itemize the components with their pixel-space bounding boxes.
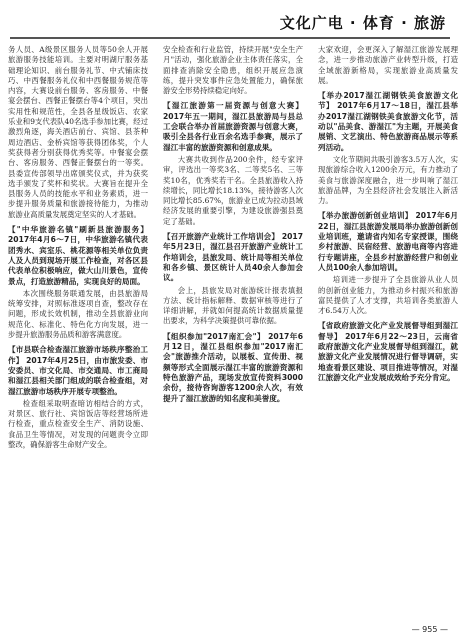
header-rule bbox=[10, 37, 450, 39]
article-heading: 【召开旅游产业统计工作培训会】 2017年5月23日，湿江县召开旅游产业统计工作培训会，县旅发局、统计局等相关单位和各乡镇、景区统计人员40余人参加会议。 bbox=[163, 232, 303, 283]
text-column-1 bbox=[8, 45, 148, 625]
article-heading: 【举办旅游创新创业培训】 2017年6月22日，湿江县旅游发展局举办旅游创新创业培训班，邀请省内知名专家授课，围绕乡村旅游、民宿经营、旅游电商等内容进行专题讲座，全县乡村旅游经营户和创业人员100余人参加培训。 bbox=[318, 211, 458, 272]
article-paragraph: 务人员、A级景区服务人员等50余人开展旅游服务技能培训。主要对明湖厅服务基础理论知识、前台服务礼节、中式铺床技巧、中西餐服务礼仪和中西餐服务规范等内容，大赛设前台服务、客房服务、中餐宴会摆台、西餐正餐摆台等4个项目，突出实用性和规范性，全县各星级饭店、农家乐业和9支代表队40名选手参加比赛，经过激烈角逐，海关酒店前台、宾馆、县茶种周边酒店、金桥宾馆等获得团体奖，个人奖获得者分别获得优秀奖等。中餐宴会摆台、客房服务、西餐正餐摆台的一等奖。县委宣传部领导出席颁奖仪式，并为获奖选手颁发了奖杯和奖状。大赛旨在提升全县服务人员的技能水平和业务素质，进一步提升服务质量和旅游接待能力，为推动旅游业高质量发展奠定坚实的人才基础。 bbox=[8, 45, 148, 219]
page-number: — 955 — bbox=[411, 625, 448, 634]
page-header bbox=[0, 0, 468, 40]
article-paragraph: 安全检查和行业监管，持续开展"安全生产月"活动，强化旅游企业主体责任落实，全面排查消除安全隐患，组织开展应急演练，提升突发事件应急处置能力，确保旅游安全形势持续稳定向好。 bbox=[163, 45, 303, 96]
text-column-3 bbox=[318, 45, 458, 625]
article-heading: 【省政府旅游文化产业发展督导组到湿江督导】 2017年6月22～23日，云南省政府旅游文化产业发展督导组到湿江，就旅游文化产业发展情况进行督导调研，实地查看景区建设、项目推进等情况，对湿江旅游文化产业发展成效给予充分肯定。 bbox=[318, 321, 458, 382]
article-heading: 【市县联合检查湿江旅游市场秩序整治工作】 2017年4月25日，由市旅发委、市安委员、市文化局、市交通局、市工商局和湿江县相关部门组成的联合检查组，对湿江旅游市场秩序开展专项整治。 bbox=[8, 345, 148, 396]
article-paragraph: 培训进一步提升了全县旅游从业人员的创新创业能力，为推动乡村振兴和旅游富民提供了人才支撑，共培训各类旅游人才6.54万人次。 bbox=[318, 275, 458, 316]
article-paragraph: 大家欢迎，会更深入了解湿江旅游发展理念，进一步推动旅游产业转型升级，打造全域旅游新格局，实现旅游业高质量发展。 bbox=[318, 45, 458, 85]
article-paragraph: 文化节期间共吸引游客3.5万人次，实现旅游综合收入1200余万元，有力推动了美食与旅游深度融合，进一步叫响了湿江旅游品牌，为全县经济社会发展注入新活力。 bbox=[318, 154, 458, 206]
text-column-2 bbox=[163, 45, 303, 625]
article-paragraph: 会上，县旅发局对旅游统计报表填报方法、统计指标解释、数据审核等进行了详细讲解，并就如何提高统计数据质量提出要求，为科学决策提供可靠依据。 bbox=[163, 285, 303, 326]
article-heading: 【举办2017湿江湖钢铁美食旅游文化节】 2017年6月17～18日，湿江县举办2017湿江湖钢铁美食旅游文化节，活动以"品美食、游湿江"为主题，开展美食展销、文艺演出、特色旅游商品展示等系列活动。 bbox=[318, 91, 458, 152]
article-heading: 【组织参加"2017南汇会"】 2017年6月12日，湿江县组织参加"2017南汇会"旅游推介活动，以展板、宣传册、视频等形式全面展示湿江丰富的旅游资源和特色旅游产品，现场发放宣传资料3000余份，接待咨询游客1200余人次，有效提升了湿江旅游的知名度和美誉度。 bbox=[163, 331, 303, 403]
article-paragraph: 大赛共收到作品200余件，经专家评审，评选出一等奖3名、二等奖5名、三等奖10名，优秀奖若干名。全县旅游收入持续增长，同比增长18.13%，接待游客人次同比增长85.67%，旅游业已成为拉动县域经济发展的重要引擎，为建设旅游强县奠定了基础。 bbox=[163, 154, 303, 226]
article-paragraph: 检查组采取明查暗访相结合的方式，对景区、旅行社、宾馆饭店等经营场所进行检查，重点检查安全生产、消防设施、食品卫生等情况，对发现的问题责令立即整改，确保游客生命财产安全。 bbox=[8, 398, 148, 449]
article-paragraph: 本次围绕服务联通发展，由县旅游局统筹安排，对照标准逐项自查，整改存在问题，形成长效机制，推动全县旅游业向规范化、标准化、特色化方向发展，进一步提升旅游服务品质和游客满意度。 bbox=[8, 288, 148, 340]
article-heading: 【"中华旅游名镇"刷新县旅游服务】 2017年4月6～7日，中华旅游名镇代表团秀水、宾室乐、桃花源等相关单位负责人及人员到现场开展工作检查，对各区县代表单位积极响应，做大山川景色，宣传景点，打造旅游精品，实现良好的局面。 bbox=[8, 225, 148, 286]
section-title: 文化广电 · 体育 · 旅游 bbox=[279, 14, 446, 32]
article-heading: 【湿江旅游第一届资源与创意大赛】 2017年五一期间，湿江县旅游局与县总工会联合举办首届旅游资源与创意大赛，吸引全县各行业百余名选手参赛，展示了湿江丰富的旅游资源和创意成果。 bbox=[163, 101, 303, 152]
